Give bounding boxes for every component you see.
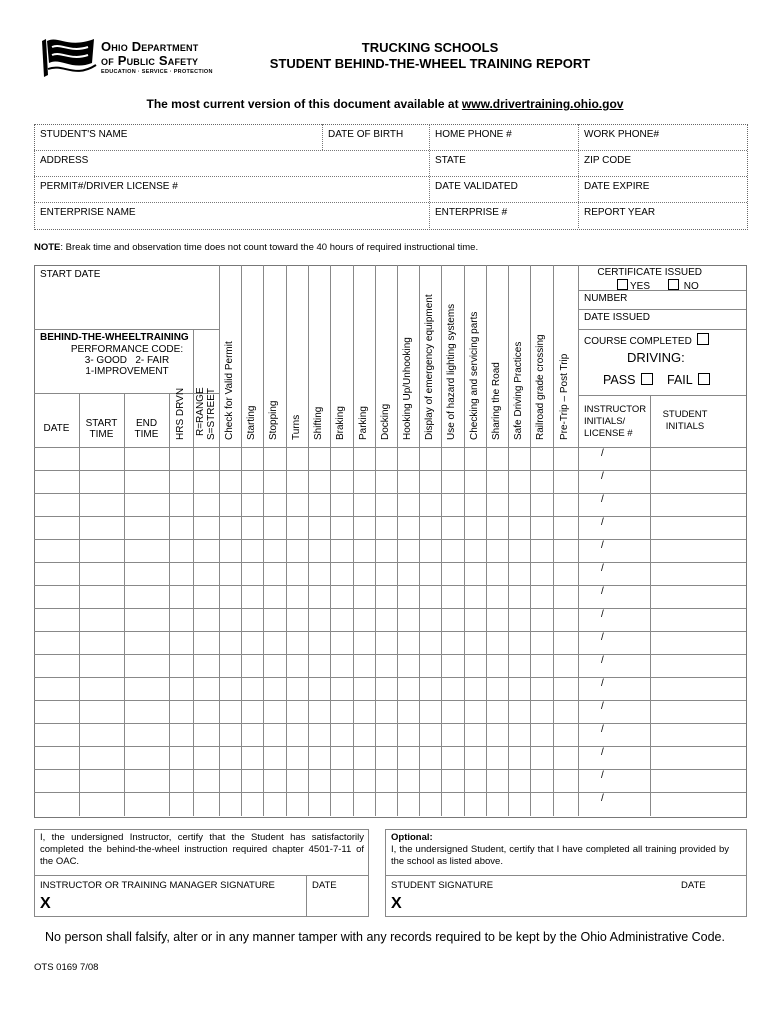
report-year-field[interactable]: REPORT YEAR (584, 207, 656, 218)
instructor-license-slash: / (601, 678, 604, 689)
certificate-number-field[interactable]: NUMBER (584, 293, 628, 304)
performance-codes-line-2: 1-IMPROVEMENT (85, 366, 169, 377)
skill-header-checking-and-servicing-parts: Checking and servicing parts (469, 311, 480, 440)
table-row[interactable] (34, 746, 746, 769)
yes-checkbox[interactable] (617, 279, 628, 290)
instructor-date-field[interactable]: DATE (312, 880, 337, 891)
enterprise-name-field[interactable]: ENTERPRISE NAME (40, 207, 136, 218)
certificate-no-option[interactable] (666, 279, 699, 292)
skill-header-sharing-the-road: Sharing the Road (491, 362, 502, 440)
notice-text: The most current version of this document available at (146, 97, 462, 111)
instructor-license-slash: / (601, 517, 604, 528)
skill-header-docking: Docking (380, 403, 391, 440)
col-hours-driven-header: HRS DRVN (175, 387, 186, 440)
skill-header-stopping: Stopping (268, 400, 279, 440)
instr-line-1: INSTRUCTOR (584, 404, 647, 415)
course-completed-label: COURSE COMPLETED (584, 336, 692, 347)
student-certification-text: I, the undersigned Student, certify that I have completed all training provided by the school as listed above. (391, 844, 729, 867)
stud-line-2: INITIALS (665, 421, 705, 432)
instructor-license-slash: / (601, 494, 604, 505)
pass-label: PASS (603, 373, 636, 387)
note-text (34, 242, 478, 253)
stud-line-1: STUDENT (662, 409, 708, 420)
yes-label: YES (630, 281, 651, 292)
start-date-label[interactable]: START DATE (40, 269, 101, 280)
skill-header-braking: Braking (335, 406, 346, 440)
skill-header-safe-driving-practices: Safe Driving Practices (513, 341, 524, 440)
date-validated-field[interactable]: DATE VALIDATED (435, 181, 518, 192)
logo-line-2: of Public Safety (101, 53, 199, 68)
instructor-license-slash: / (601, 701, 604, 712)
notice-url-link[interactable]: www.drivertraining.ohio.gov (461, 97, 624, 111)
col-end-time-header (124, 418, 169, 440)
no-checkbox[interactable] (668, 279, 679, 290)
table-row[interactable] (34, 493, 746, 516)
date-issued-field[interactable]: DATE ISSUED (584, 312, 650, 323)
instructor-license-slash: / (601, 793, 604, 804)
logo-tagline: EDUCATION · SERVICE · PROTECTION (101, 69, 213, 75)
enterprise-number-field[interactable]: ENTERPRISE # (435, 207, 508, 218)
instructor-license-slash: / (601, 540, 604, 551)
table-row[interactable] (34, 470, 746, 493)
instructor-license-slash: / (601, 609, 604, 620)
student-date-field[interactable]: DATE (681, 880, 706, 891)
table-row[interactable] (34, 539, 746, 562)
instructor-initials-header (584, 404, 646, 440)
zip-code-field[interactable]: ZIP CODE (584, 155, 632, 166)
col-start-line-2: TIME (89, 429, 114, 440)
skill-header-use-of-hazard-lighting-systems: Use of hazard lighting systems (446, 303, 457, 440)
optional-label: Optional: (391, 832, 433, 843)
date-expire-field[interactable]: DATE EXPIRE (584, 181, 650, 192)
note-body: : Break time and observation time does not count toward the 40 hours of required instructional time. (60, 242, 479, 253)
date-of-birth-field[interactable]: DATE OF BIRTH (328, 129, 404, 140)
pass-option[interactable] (603, 373, 655, 387)
col-end-line-1: END (135, 418, 158, 429)
col-start-line-1: START (85, 418, 118, 429)
table-row[interactable] (34, 447, 746, 470)
instructor-license-slash: / (601, 770, 604, 781)
certificate-yes-option[interactable] (615, 279, 650, 292)
version-notice (0, 97, 770, 111)
instructor-license-slash: / (601, 448, 604, 459)
col-end-line-2: TIME (134, 429, 159, 440)
work-phone-field[interactable]: WORK PHONE# (584, 129, 660, 140)
btw-training-title: BEHIND-THE-WHEELTRAINING (40, 332, 189, 343)
table-row[interactable] (34, 723, 746, 746)
pass-checkbox[interactable] (641, 373, 653, 385)
skill-header-starting: Starting (246, 405, 257, 440)
page-subtitle: STUDENT BEHIND-THE-WHEEL TRAINING REPORT (269, 56, 591, 71)
fail-label: FAIL (667, 373, 693, 387)
student-sign-mark: X (391, 895, 402, 912)
logo-line-1: Ohio Department (101, 39, 199, 54)
skill-header-parking: Parking (358, 406, 369, 440)
odps-logo (38, 35, 228, 81)
fail-checkbox[interactable] (698, 373, 710, 385)
table-row[interactable] (34, 677, 746, 700)
table-row[interactable] (34, 654, 746, 677)
instructor-license-slash: / (601, 471, 604, 482)
student-signature-field[interactable]: STUDENT SIGNATURE (391, 880, 494, 891)
instructor-license-slash: / (601, 632, 604, 643)
instructor-license-slash: / (601, 724, 604, 735)
table-row[interactable] (34, 769, 746, 792)
instructor-sign-mark: X (40, 895, 51, 912)
performance-codes-line-1: 3- GOOD 2- FAIR (84, 355, 170, 366)
home-phone-field[interactable]: HOME PHONE # (435, 129, 512, 140)
certificate-issued-label: CERTIFICATE ISSUED (597, 267, 702, 278)
col-date-header: DATE (43, 423, 70, 434)
driving-label: DRIVING: (627, 350, 685, 365)
table-row[interactable] (34, 792, 746, 815)
note-label: NOTE (34, 242, 61, 253)
col-range-header: R=RANGE (195, 387, 206, 436)
permit-license-field[interactable]: PERMIT#/DRIVER LICENSE # (40, 181, 178, 192)
course-completed-checkbox[interactable] (697, 333, 709, 345)
skill-header-turns: Turns (291, 414, 302, 440)
student-initials-header (655, 409, 715, 433)
fail-option[interactable] (667, 373, 712, 387)
student-certification-box (385, 829, 747, 917)
instructor-license-slash: / (601, 655, 604, 666)
instr-line-3: LICENSE # (584, 428, 633, 439)
skill-header-railroad-grade-crossing: Railroad grade crossing (535, 334, 546, 440)
flag-logo-icon (38, 35, 98, 79)
instructor-license-slash: / (601, 586, 604, 597)
page-title: TRUCKING SCHOOLS (361, 40, 499, 55)
state-field[interactable]: STATE (435, 155, 466, 166)
students-name-field[interactable]: STUDENT'S NAME (40, 129, 128, 140)
skill-header-check-for-valid-permit: Check for Valid Permit (224, 341, 235, 440)
no-label: NO (683, 281, 699, 292)
table-row[interactable] (34, 562, 746, 585)
skill-header-pre-trip-post-trip: Pre-Trip – Post Trip (559, 353, 570, 440)
form-number: OTS 0169 7/08 (34, 962, 99, 973)
col-start-time-header (79, 418, 124, 440)
table-row[interactable] (34, 700, 746, 723)
instr-line-2: INITIALS/ (584, 416, 626, 427)
instructor-license-slash: / (601, 563, 604, 574)
table-row[interactable] (34, 631, 746, 654)
col-street-header: S=STREET (206, 388, 217, 440)
skill-header-display-of-emergency-equipment: Display of emergency equipment (424, 294, 435, 440)
performance-code-label: PERFORMANCE CODE: (70, 344, 184, 355)
instructor-certification-text: I, the undersigned Instructor, certify that the Student has satisfactorily completed the behind-the-wheel instruction required chapter 4501-7-11 of the OAC. (40, 832, 364, 867)
table-row[interactable] (34, 585, 746, 608)
address-field[interactable]: ADDRESS (40, 155, 89, 166)
instructor-signature-field[interactable]: INSTRUCTOR OR TRAINING MANAGER SIGNATURE (40, 880, 275, 891)
skill-header-hooking-up-unhooking: Hooking Up/Unhooking (402, 337, 413, 440)
table-row[interactable] (34, 516, 746, 539)
instructor-license-slash: / (601, 747, 604, 758)
table-row[interactable] (34, 608, 746, 631)
course-completed-option[interactable] (584, 333, 711, 347)
falsification-statement: No person shall falsify, alter or in any manner tamper with any records required to be kept by the Ohio Administrative Code. (45, 930, 725, 944)
skill-header-shifting: Shifting (313, 406, 324, 440)
